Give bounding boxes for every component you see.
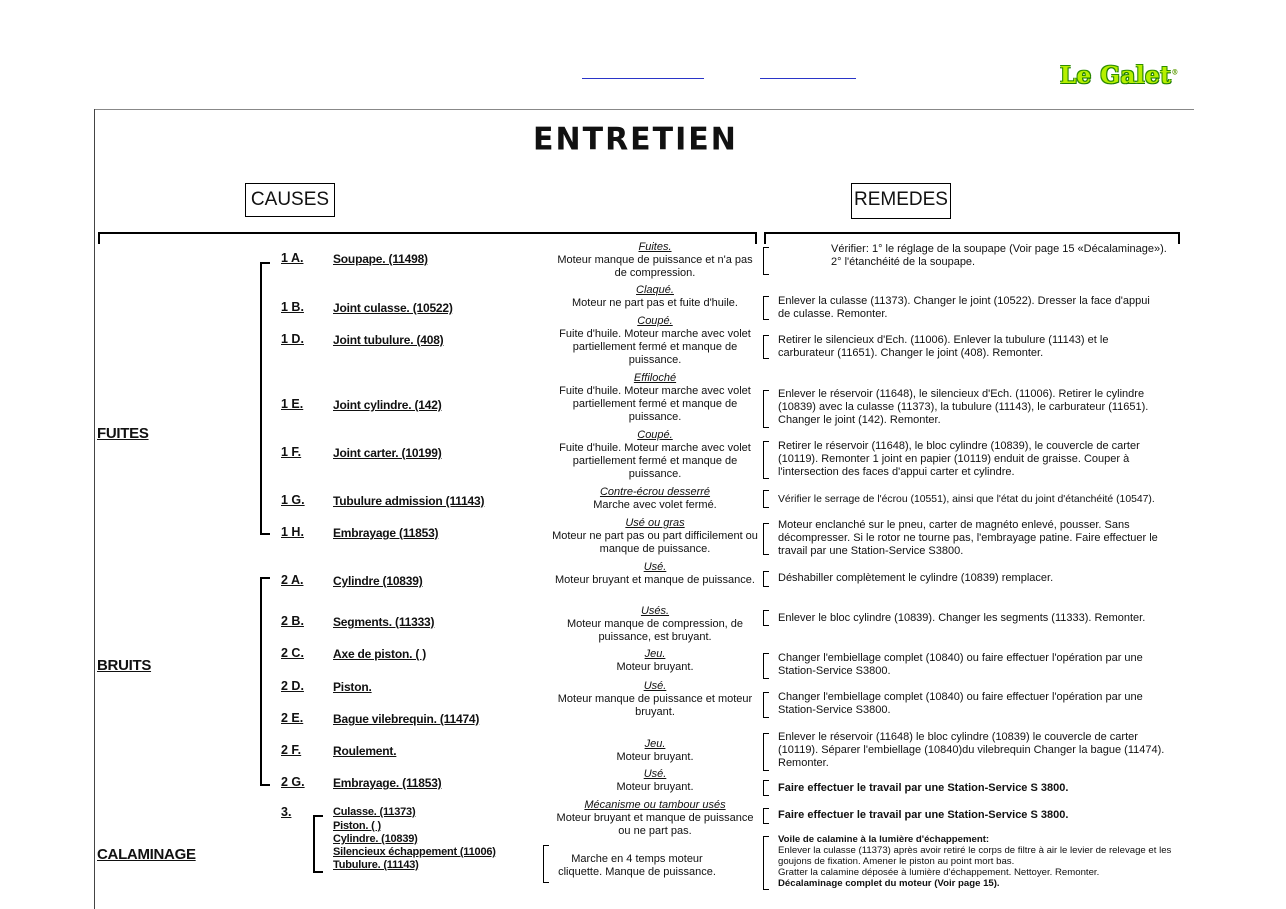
row-diagnosis: Mécanisme ou tambour usés Moteur bruyant et manque de puissance ou ne part pas. xyxy=(556,799,754,837)
row-remedy: Changer l'embiellage complet (10840) ou faire effectuer l'opération par une Station-Service S3800. xyxy=(778,652,1143,677)
row-remedy: Faire effectuer le travail par une Station-Service S 3800. xyxy=(778,809,1069,821)
row-diagnosis: Usé. Moteur bruyant et manque de puissance. xyxy=(555,561,755,586)
row-remedy: Enlever le bloc cylindre (10839). Changer les segments (11333). Remonter. xyxy=(778,612,1146,624)
remedy-bracket xyxy=(763,692,769,718)
row-cause: Tubulure admission (11143) xyxy=(333,494,485,508)
calaminage-diag-bracket xyxy=(543,845,549,883)
row-diagnosis: Claqué. Moteur ne part pas et fuite d'huile. xyxy=(572,284,738,309)
row-cause: Culasse. (11373) xyxy=(333,806,416,818)
row-diagnosis: Jeu. Moteur bruyant. xyxy=(616,648,694,673)
row-diagnosis: Coupé. Fuite d'huile. Moteur marche avec volet partiellement fermé et manque de puissance. xyxy=(559,315,751,366)
row-code: 1 E. xyxy=(281,397,304,411)
remedy-bracket xyxy=(763,808,769,824)
row-code: 1 A. xyxy=(281,251,304,265)
group-bruits: BRUITS xyxy=(97,657,152,674)
page-left-rule xyxy=(94,109,95,909)
remedes-bar xyxy=(764,232,1180,234)
row-code: 1 G. xyxy=(281,493,305,507)
group-fuites: FUITES xyxy=(97,425,149,442)
row-cause: Soupape. (11498) xyxy=(333,252,428,266)
row-code: 2 F. xyxy=(281,743,302,757)
page-top-rule xyxy=(94,109,1194,110)
remedy-bracket xyxy=(763,571,769,587)
row-diagnosis: Coupé. Fuite d'huile. Moteur marche avec volet partiellement fermé et manque de puissance. xyxy=(559,429,751,480)
remedes-header: REMEDES xyxy=(851,183,951,219)
row-code: 2 D. xyxy=(281,679,304,693)
row-remedy: Changer l'embiellage complet (10840) ou faire effectuer l'opération par une Station-Service S3800. xyxy=(778,691,1143,716)
remedy-bracket xyxy=(763,610,769,626)
remedy-bracket xyxy=(763,523,769,555)
row-diagnosis: Fuites. Moteur manque de puissance et n'a pas de compression. xyxy=(557,241,753,279)
row-code: 2 C. xyxy=(281,646,304,660)
row-cause: Piston. xyxy=(333,680,372,694)
row-remedy: Enlever la culasse (11373). Changer le joint (10522). Dresser la face d'appui de culasse. Remonter. xyxy=(778,295,1150,320)
remedes-bar-right-tick xyxy=(1178,232,1180,244)
remedy-bracket xyxy=(763,247,769,275)
calaminage-remedy-bracket xyxy=(763,836,769,890)
remedy-bracket xyxy=(763,390,769,428)
group-calaminage: CALAMINAGE xyxy=(97,846,196,863)
row-cause: Joint culasse. (10522) xyxy=(333,301,453,315)
calaminage-item: Piston. ( ) xyxy=(333,820,381,832)
calaminage-item: Tubulure. (11143) xyxy=(333,859,419,871)
row-remedy: Déshabiller complètement le cylindre (10839) remplacer. xyxy=(778,572,1054,584)
row-diagnosis: Usés. Moteur manque de compression, de puissance, est bruyant. xyxy=(566,605,744,643)
bruits-bracket xyxy=(260,577,270,786)
row-diagnosis: Contre-écrou desserré Marche avec volet fermé. xyxy=(593,486,717,511)
calaminage-remedy-step: Décalaminage complet du moteur (Voir page 15). xyxy=(778,878,1000,889)
row-cause: Joint tubulure. (408) xyxy=(333,333,444,347)
fuites-bracket xyxy=(260,262,270,535)
row-code: 2 B. xyxy=(281,614,304,628)
le-galet-logo[interactable]: Le Galet® xyxy=(1060,62,1179,89)
remedes-bar-left-tick xyxy=(764,232,766,244)
remedy-bracket xyxy=(763,335,769,359)
row-remedy: Vérifier le serrage de l'écrou (10551), ainsi que l'état du joint d'étanchéité (10547). xyxy=(778,494,1155,505)
remedy-bracket xyxy=(763,780,769,796)
causes-bar-left-tick xyxy=(98,232,100,244)
row-code: 1 F. xyxy=(281,445,302,459)
row-cause: Joint cylindre. (142) xyxy=(333,398,442,412)
row-code: 1 H. xyxy=(281,525,304,539)
remedy-bracket xyxy=(763,733,769,771)
row-cause: Embrayage (11853) xyxy=(333,526,439,540)
row-cause: Cylindre (10839) xyxy=(333,574,423,588)
row-cause: Bague vilebrequin. (11474) xyxy=(333,712,480,726)
row-cause: Roulement. xyxy=(333,744,397,758)
row-cause: Embrayage. (11853) xyxy=(333,776,442,790)
row-diagnosis: Jeu. Moteur bruyant. xyxy=(616,738,694,763)
row-code: 1 B. xyxy=(281,300,304,314)
calaminage-diagnosis: Marche en 4 temps moteur cliquette. Manque de puissance. xyxy=(558,853,716,878)
row-code: 2 E. xyxy=(281,711,304,725)
row-code: 2 A. xyxy=(281,573,304,587)
calaminage-remedy-step: Gratter la calamine déposée à lumière d'échappement. Nettoyer. Remonter. xyxy=(778,867,1100,878)
calaminage-remedy-step: Enlever la culasse (11373) après avoir retiré le corps de filtre à air le levier de relevage et les goujons de fixation. Amener le piston au point mort bas. xyxy=(778,845,1172,867)
row-remedy: Retirer le réservoir (11648), le bloc cylindre (10839), le couvercle de carter (10119). Remonter 1 joint en papier (10119) enduit de graisse. Couper à l'intersection des faces d'appui carter et cylindre. xyxy=(778,440,1140,478)
row-code: 2 G. xyxy=(281,775,305,789)
nav-link-previous[interactable] xyxy=(582,66,704,79)
row-remedy: Enlever le réservoir (11648) le bloc cylindre (10839) le couvercle de carter (10119). Séparer l'embiellage (10840)du vilebrequin Changer la bague (11474). Remonter. xyxy=(778,731,1165,769)
row-diagnosis: Usé. Moteur bruyant. xyxy=(616,768,694,793)
calaminage-item: Cylindre. (10839) xyxy=(333,833,418,845)
remedy-bracket xyxy=(763,296,769,320)
remedy-bracket xyxy=(763,490,769,508)
calaminage-remedy-title: Voile de calamine à la lumière d'échappement: xyxy=(778,834,990,845)
row-cause: Joint carter. (10199) xyxy=(333,446,442,460)
page-title: ENTRETIEN xyxy=(533,121,738,158)
causes-bar xyxy=(98,232,757,234)
row-remedy: Retirer le silencieux d'Ech. (11006). Enlever la tubulure (11143) et le carburateur (11651). Changer le joint (408). Remonter. xyxy=(778,334,1109,359)
calaminage-bracket xyxy=(313,815,323,873)
row-diagnosis: Effiloché Fuite d'huile. Moteur marche avec volet partiellement fermé et manque de puissance. xyxy=(559,372,751,423)
row-remedy: Vérifier: 1° le réglage de la soupape (Voir page 15 «Décalaminage»). 2° l'étanchéité de la soupape. xyxy=(831,243,1167,268)
calaminage-item: Silencieux échappement (11006) xyxy=(333,846,496,858)
row-remedy: Moteur enclanché sur le pneu, carter de magnéto enlevé, pousser. Sans décompresser. Si le rotor ne tourne pas, l'embrayage patine. Faire effectuer le travail par une Station-Service S3800. xyxy=(778,519,1158,557)
row-diagnosis: Usé ou gras Moteur ne part pas ou part difficilement ou manque de puissance. xyxy=(552,517,758,555)
nav-link-next[interactable] xyxy=(760,66,856,79)
row-diagnosis: Usé. Moteur manque de puissance et moteur bruyant. xyxy=(557,680,753,718)
row-cause: Segments. (11333) xyxy=(333,615,435,629)
causes-header: CAUSES xyxy=(245,183,335,217)
row-remedy: Enlever le réservoir (11648), le silencieux d'Ech. (11006). Retirer le cylindre (10839) avec la culasse (11373), la tubulure (11143), le carburateur (11651). Changer le joint (142). Remonter. xyxy=(778,388,1149,426)
remedy-bracket xyxy=(763,653,769,679)
row-cause: Axe de piston. ( ) xyxy=(333,647,427,661)
row-remedy: Faire effectuer le travail par une Station-Service S 3800. xyxy=(778,782,1069,794)
remedy-bracket xyxy=(763,441,769,479)
row-code: 1 D. xyxy=(281,332,304,346)
row-code: 3. xyxy=(281,805,292,819)
